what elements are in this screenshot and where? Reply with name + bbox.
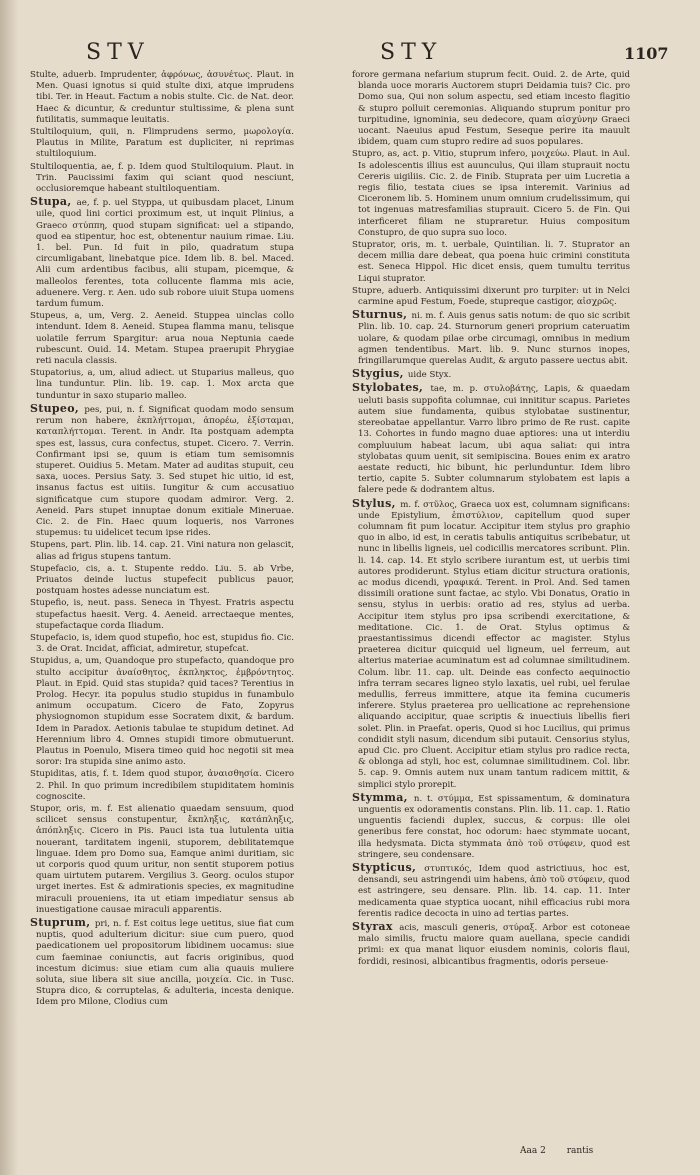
dictionary-entry bbox=[30, 196, 294, 310]
headword: Stylus, bbox=[352, 496, 401, 510]
dictionary-entry bbox=[352, 149, 630, 239]
entry-text: Stupefacio, is, idem quod stupefio, hoc est, stupidus fio. Cic. 3. de Orat. Incidat, afficiat, admiretur, stupefcat. bbox=[30, 632, 294, 655]
dictionary-entry bbox=[352, 498, 630, 791]
dictionary-entry bbox=[352, 921, 630, 968]
entry-text: Stultiloquium, quii, n. Flimprudens sermo, μωρολογία. Plautus in Milite, Paratum est dupliciter, ni reprimas stultiloquium. bbox=[30, 127, 294, 160]
right-column bbox=[352, 70, 630, 1160]
entry-text: Stupefacio, cis, a. t. Stupente reddo. Liu. 5. ab Vrbe, Priuatos deinde luctus stupefecit publicus pauor, postquam hostes adesse nunciatum est. bbox=[30, 563, 294, 597]
headword: Stypticus, bbox=[352, 861, 425, 875]
entry-text: Stupefio, is, neut. pass. Seneca in Thyest. Fratris aspectu stupefactus haesit. Verg. 4. Aeneid. arrectaeque mentes, stupefactaque corda Iliadum. bbox=[30, 598, 294, 631]
running-head-right: STY bbox=[380, 40, 443, 65]
entry-text: Stupro, as, act. p. Vitio, stuprum infero, μοιχεύω. Plaut. in Aul. Is adolescentis illius est auunculus, Qui illam stuprauit noctu Cereris uigiliis. Cic. 2. de Finib. Stuprata per uim Lucretia a regis filio, testata ciues se ipsa interemit. Varinius ad Ciceronem lib. 5. Hominem unum omnium crudelissimum, qui tot ingenuas matresfamilias stuprauit. Cicero 5. de Fin. Qui interficeret filiam ne stupraretur. Huius compositum Constupro, de quo supra suo loco. bbox=[352, 149, 630, 238]
signature-mark: Aaa 2 bbox=[520, 1146, 546, 1156]
catchword: rantis bbox=[566, 1146, 594, 1156]
headword: Stupeo, bbox=[30, 401, 85, 415]
dictionary-entry bbox=[30, 540, 294, 562]
dictionary-entry bbox=[30, 598, 294, 632]
entry-text: pri, n. f. Est coitus lege uetitus, siue fiat cum nuptis, quod adulterium dicitur: siue cum puero, quod paedicationem uel propositorum libidinem uocamus: siue cum faeminae coniunctis, aut facris originibus, quod incestum dicimus: siue etiam cum alia quauis muliere soluta, siue libera sit siue ancilla, μοιχεία. Cic. in Tusc. Stupra dico, & corruptelas, & adulteria, incesta denique. Idem pro Milone, Clodius cum bbox=[36, 919, 294, 1008]
entry-text: ni. m. f. Auis genus satis notum: de quo sic scribit Plin. lib. 10. cap. 24. Sturnorum generi proprium cateruatim uolare, & quodam pilae orbe circumagi, omnibus in medium agmen tendentibus. Mart. lib. 9. Nunc sturnos inopes, fringillarumque querelas Audit, & arguto passere uectus abit. bbox=[358, 311, 630, 367]
entry-text: Stupor, oris, m. f. Est alienatio quaedam sensuum, quod scilicet sensus constupentur, ἔκπληξις, κατάπληξις, ἀπόπληξις. Cicero in Pis. Pauci ista tua lutulenta uitia nouerant, tarditatem ingenii, stuporem, debilitatemque linguae. Idem pro Domo sua, Eamque animi duritiam, sic ut corporis quod quum uritur, non sentit stuporem potius quam uirtutem putarem. Vergilius 3. Georg. oculos stupor urget inertes. Est & admirationis species, ex magnitudine miraculi proueniens, ita ut etiam impediatur sensus ab inuestigatione causae miraculi apparentis. bbox=[30, 804, 294, 915]
page-number: 1107 bbox=[624, 44, 669, 63]
headword: Stymma, bbox=[352, 790, 414, 804]
dictionary-entry bbox=[30, 656, 294, 768]
entry-text: n. t. στύμμα, Est spissamentum, & dominatura unguentis ex odoramentis constans. Plin. lib. 11. cap. 1. Ratio unguentis faciendi duplex, succus, & corpus: ille olei generibus fere constat, hoc odorum: haec stymmate uocant, illa hedysmata. Dicta stymmata ἀπὸ τοῦ στύφειν, quod est stringere, seu condensare. bbox=[358, 793, 630, 860]
headword: Stupa, bbox=[30, 195, 77, 209]
entry-text: Stupiditas, atis, f. t. Idem quod stupor, ἀναισθησία. Cicero 2. Phil. In quo primum incredibilem stupiditatem hominis cognoscite. bbox=[30, 769, 294, 802]
dictionary-entry bbox=[30, 564, 294, 598]
dictionary-entry bbox=[30, 127, 294, 161]
dictionary-entry bbox=[30, 311, 294, 367]
entry-text: Stulte, aduerb. Imprudenter, ἀφρόνως, ἀσυνέτως. Plaut. in Men. Quasi ignotus si quid stulte dixi, atque imprudens tibi. Ter. in Heaut. Factum a nobis stulte. Cic. de Nat. deor. Haec & dicuntur, & creduntur stultissime, & plena sunt futilitatis, summaque leuitatis. bbox=[30, 70, 294, 125]
entry-text: στυπτικός, Idem quod astrictiuus, hoc est, densandi, seu astringendi uim habens, ἀπὸ τοῦ στύφειν, quod est astringere, seu densare. Plin. lib. 14. cap. 11. Inter medicamenta quae styptica uocant, nihil efficacius rubi mora ferentis radice decocta in uino ad tertias partes. bbox=[358, 864, 630, 919]
dictionary-entry bbox=[352, 70, 630, 148]
entry-text: ae, f. p. uel Styppa, ut quibusdam placet, Linum uile, quod lini cortici proximum est, ut inquit Plinius, a Graeco στύππη, quod stupam significat: uel a stipando, quod ea stipentur, hoc est, obtenentur nauium rimae. Liu. 1. bel. Pun. Id fuit in pilo, quadratum stupa circumligabant, linebatque pice. Idem lib. 8. bel. Maced. Alii cum ardentibus facibus, alii stupam, picemque, & malleolos ferentes, tota collucente flamma mis acie, aduenere. Verg. r. Aen. udo sub robore uiuit Stupa uomens tardum fumum. bbox=[36, 198, 294, 310]
dictionary-entry bbox=[352, 368, 630, 381]
dictionary-entry bbox=[352, 382, 630, 496]
entry-text: tae, m. p. στυλοβάτης, Lapis, & quaedam ueluti basis suppofita columnae, cui innititur scapus. Parietes autem siue fundamenta, quibus stylobatae sustinentur, stereobatae appellantur. Varro libro primo de Re rust. capite 13. Cohortes in fundo magno duae aptiores: una ut interdiu compluuium habeat lacum, ubi aqua saliat: qui intra stylobatas quum uenit, sit semipiscina. Boues enim ex aratro aestate reducti, hic bibunt, hic perlunduntur. Idem libro tertio, capite 5. Subter columnarum stylobatem est lapis a falere pede & dodrantem altus. bbox=[358, 384, 630, 496]
dictionary-entry bbox=[30, 917, 294, 1009]
dictionary-entry bbox=[30, 162, 294, 196]
dictionary-entry bbox=[352, 286, 630, 308]
running-head bbox=[0, 40, 700, 66]
entry-text: forore germana nefarium stuprum fecit. Ouid. 2. de Arte, quid blanda uoce moraris Auctorem stupri Deidamia tuis? Cic. pro Domo sua, Qui non solum aspectu, sed etiam incesto flagitio & stupro polluit ceremonias. Aliquando stuprum ponitur pro turpitudine, ignominia, seu dedecore, quam αἰσχύνην Graeci uocant. Naeuius apud Festum, Seseque perire ita mauult ibidem, quam cum stupro redire ad suos populares. bbox=[352, 70, 630, 148]
dictionary-entry bbox=[352, 862, 630, 920]
headword: Stuprum, bbox=[30, 916, 95, 930]
dictionary-entry bbox=[352, 792, 630, 861]
entry-text: m. f. στῦλος, Graeca uox est, columnam significans: unde Epistylium, ἐπιστύλιον, capitellum quod super columnam fit pum locatur. Accipitur item stylus pro graphio quo in albo, id est, in ceratis tabulis antiquitus scribebatur, ut nunc in libellis ligneis, uel codicillis mercatores scribunt. Plin. li. 14. cap. 14. Et stylo scribere iurantum est, ut uerbis timi autores prodiderunt. Stylus etiam dicitur structura orationis, ac modus dicendi, γραφικά. Terent. in Prol. And. Sed tamen dissimili oratione sunt factae, ac stylo. Vbi Donatus, Oratio in sensu, stylus in uerbis: oratio ad res, stylus ad uerba. Accipitur item stylus pro ipsa scribendi exercitatione, & meditatione. Cic. 1. de Orat. Stylus optimus & praestantissimus dicendi effector ac magister. Stylus praeterea dicitur quicquid uel ligneum, uel ferreum, aut alterius materiae acuminatum est ad columnae similitudinem. Colum. libr. 11. cap. ult. Deinde eas confecto aequinoctio infra terram secares ligneo stylo laxatis, uel rubi, uel ferulae medullis, ferreus immittere, atque ita femina cucumeris inferere. Stylus praeterea pro uellicatione ac reprehensione aliquando accipitur, quae scriptis & inuectiuis libellis fieri solet. Plin. in Praefat. operis, Quod si hoc Lucilius, qui primus condidit styli nasum, dicendum sibi putauit. Censorius stylus, apud Cic. pro Cluent. Accipitur etiam stylus pro radice recta, & oblonga ad styli, hoc est, columnae similitudinem. Col. libr. 5. cap. 9. Omnis autem nux unam tantum radicem mittit, & simplici stylo prorepit. bbox=[358, 499, 630, 790]
entry-text: Stupeus, a, um, Verg. 2. Aeneid. Stuppea uinclas collo intendunt. Idem 8. Aeneid. Stupea flamma manu, telisque uolatile ferrum Spargitur: arua noua Neptunia caede rubescunt. Ouid. 14. Metam. Stupea praerupit Phrygiae reti nacula classis. bbox=[30, 311, 294, 367]
entry-text: uide Styx. bbox=[407, 370, 452, 381]
dictionary-entry bbox=[30, 70, 294, 126]
dictionary-entry bbox=[30, 633, 294, 655]
entry-text: Stuprator, oris, m. t. uerbale, Quintilian. li. 7. Stuprator an decem millia dare debeat, qua poena huic crimini constituta est. Seneca Hippol. Hic dicet ensis, quem tumultu territus Liqui stuprator. bbox=[352, 240, 630, 284]
entry-text: Stultiloquentia, ae, f. p. Idem quod Stultiloquium. Plaut. in Trin. Paucissimi faxim qui sciant quod nesciunt, occlusioremque habeant stultiloquentiam. bbox=[30, 161, 294, 195]
headword: Stygius, bbox=[352, 367, 408, 381]
dictionary-entry bbox=[30, 769, 294, 803]
entry-text: Stupre, aduerb. Antiquissimi dixerunt pro turpiter: ut in Nelci carmine apud Festum, Foede, stupreque castigor, αἰσχρῶς. bbox=[352, 285, 630, 308]
dictionary-entry bbox=[30, 403, 294, 539]
entry-text: pes, pui, n. f. Significat quodam modo sensum rerum non habere, ἐκπλήττομαι, ἀπορέω, ἐξίσταμαι, καταπλήττομαι. Terent. in Andr. Ita postquam adempta spes est, lassus, cura confectus, stupet. Cicero. 7. Verrin. Confirmant ipsi se, quum is etiam tum semisomnis stuperet. Ouidius 5. Metam. Mater ad auditas stupuit, ceu saxa, uoces. Persius Saty. 3. Sed stupet hic uitio, id est, insanus factus est uitiis. Iungitur & cum accusatiuo significatque cum stupore quodam admiror. Verg. 2. Aeneid. Pars stupet innuptae donum exitiale Mineruae. Cic. 2. de Fin. Haec quum loqueris, nos Varrones stupemus: tu uidelicet tecum ipse rides. bbox=[36, 404, 294, 539]
headword: Sturnus, bbox=[352, 308, 412, 322]
entry-text: Stupens, part. Plin. lib. 14. cap. 21. Vini natura non gelascit, alias ad frigus stupens tantum. bbox=[30, 540, 294, 562]
headword: Styrax bbox=[352, 920, 400, 934]
entry-text: acis, masculi generis, στύραξ. Arbor est cotoneae malo similis, fructu maiore quam auellana, specie candidi primi: ex qua manat liquor eiusdem nominis, coloris flaui, fordidi, resinosi, albicantibus fragmentis, odoris perseue- bbox=[358, 923, 630, 967]
entry-text: Stupidus, a, um, Quandoque pro stupefacto, quandoque pro stulto accipitur ἀναίσθητος, ἐκπληκτος, ἐμβρόντητος. Plaut. in Epid. Quid stas stupida? quid taces? Terentius in Prolog. Hecyr. ita populus studio stupidus in funambulo animum occupatum. Cicero de Fato, Zopyrus physiognomon stupidum esse Socratem dixit, & bardum. Idem in Paradox. Aetionis tabulae te stupidum detinet. Ad Herennium libro 4. Omnes stupidi timore obmutuerunt. Plautus in Poenulo, Misera timeo quid hoc negotii sit mea soror: Ira stupida sine animo asto. bbox=[30, 656, 294, 768]
dictionary-entry bbox=[30, 368, 294, 402]
running-head-left: STV bbox=[86, 40, 150, 65]
headword: Stylobates, bbox=[352, 381, 431, 395]
page-footer bbox=[520, 1146, 640, 1160]
dictionary-entry bbox=[30, 804, 294, 916]
dictionary-entry bbox=[352, 309, 630, 367]
dictionary-entry bbox=[352, 240, 630, 285]
entry-text: Stupatorius, a, um, aliud adiect. ut Stuparius malleus, quo lina tunduntur. Plin. lib. 19. cap. 1. Mox arcta que tunduntur in saxo stupario malleo. bbox=[30, 368, 294, 401]
left-column bbox=[30, 70, 294, 1160]
